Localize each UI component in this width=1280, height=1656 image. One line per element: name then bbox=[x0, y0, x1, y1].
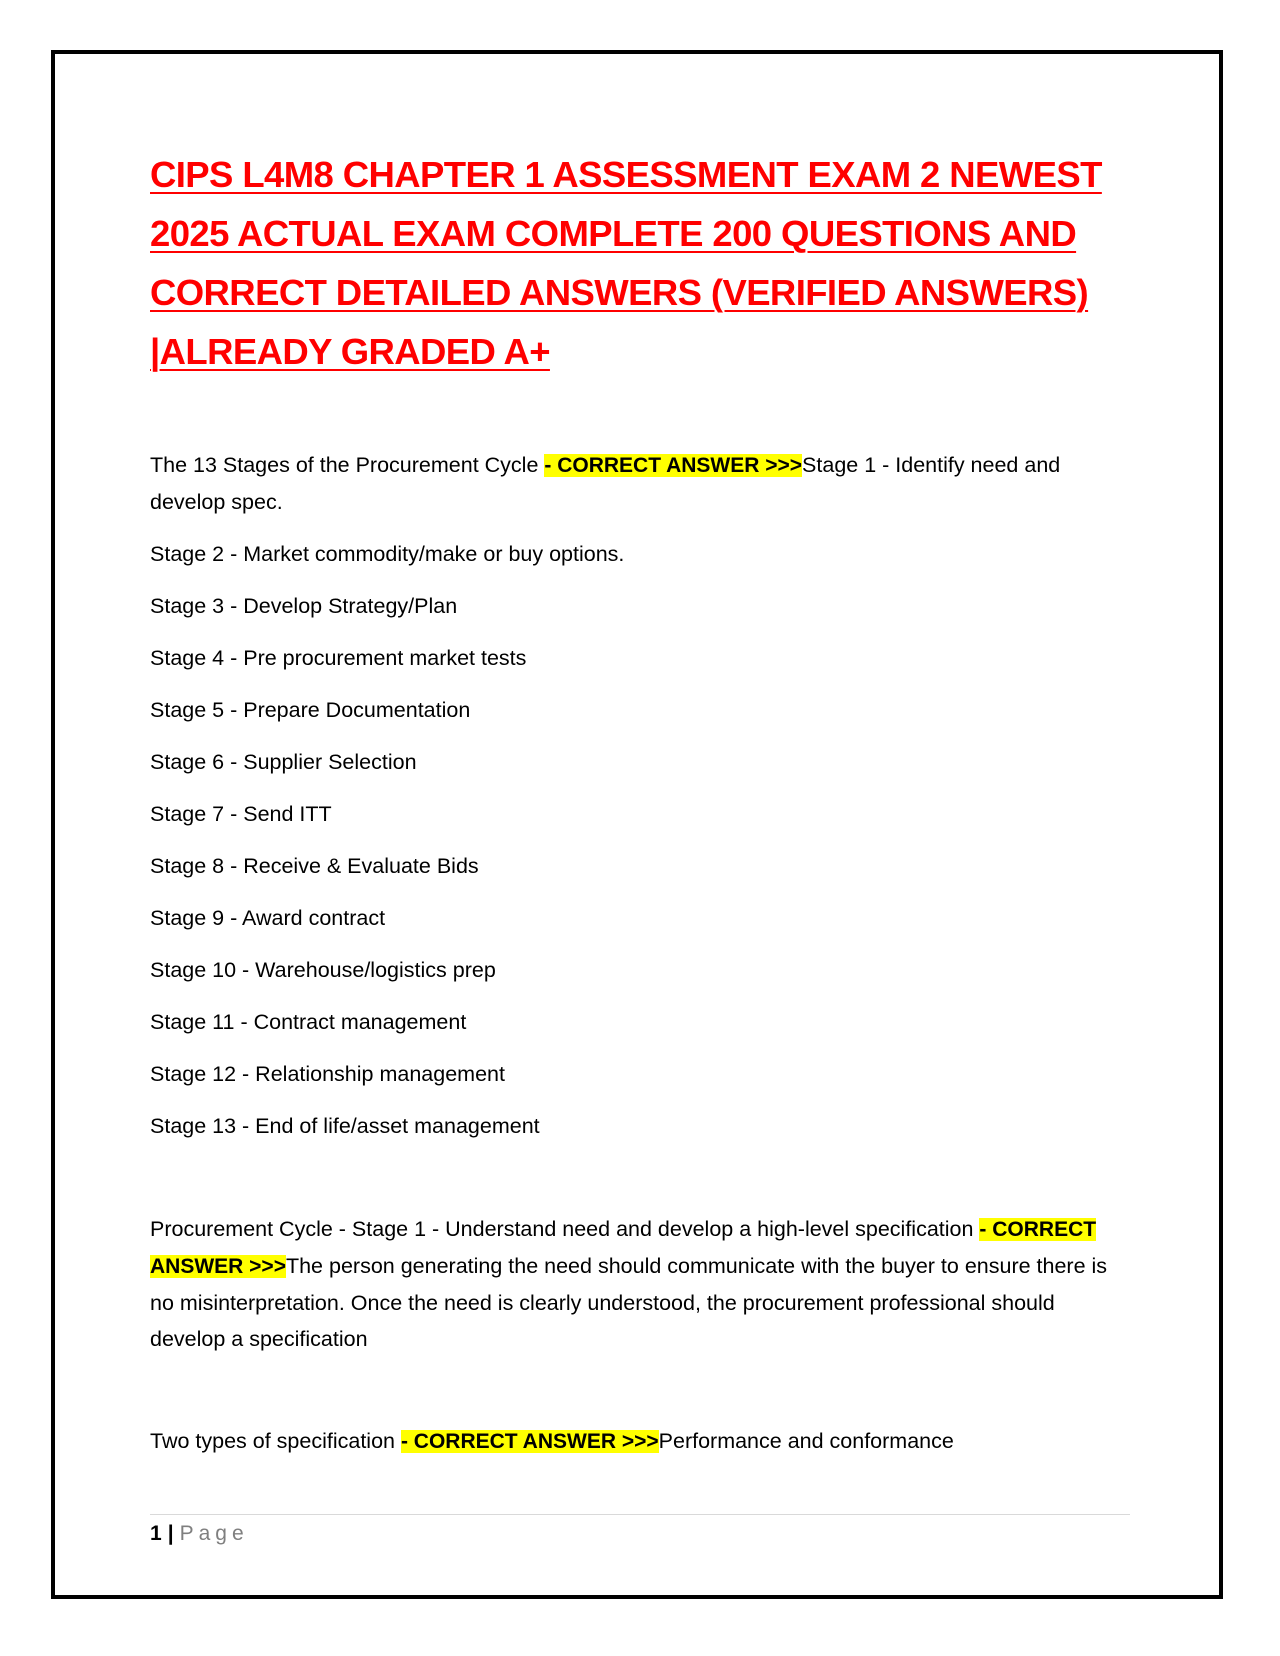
page-label: Page bbox=[179, 1522, 249, 1545]
stage-item: Stage 5 - Prepare Documentation bbox=[150, 698, 471, 722]
stage-item: Stage 10 - Warehouse/logistics prep bbox=[150, 958, 496, 982]
title-line: |ALREADY GRADED A+ bbox=[150, 331, 550, 372]
stage-item: Stage 11 - Contract management bbox=[150, 1010, 467, 1034]
qa-item-stage-1 bbox=[150, 1211, 1130, 1357]
document-title bbox=[150, 145, 1130, 381]
stage-item: Stage 6 - Supplier Selection bbox=[150, 750, 417, 774]
question-text: The 13 Stages of the Procurement Cycle bbox=[150, 453, 545, 477]
title-line: CIPS L4M8 CHAPTER 1 ASSESSMENT EXAM 2 NEWEST bbox=[150, 154, 1102, 195]
qa-item-procurement-stages bbox=[150, 447, 1130, 520]
correct-answer-marker: - CORRECT ANSWER >>> bbox=[150, 1218, 1097, 1278]
question-text: Two types of specification bbox=[150, 1429, 401, 1453]
page-footer bbox=[150, 1520, 249, 1548]
footer-divider bbox=[150, 1514, 1130, 1515]
stage-item: Stage 12 - Relationship management bbox=[150, 1062, 505, 1086]
stage-item: Stage 3 - Develop Strategy/Plan bbox=[150, 594, 458, 618]
question-text: Procurement Cycle - Stage 1 - Understand need and develop a high-level specification bbox=[150, 1217, 980, 1241]
qa-item-specification-types bbox=[150, 1423, 1130, 1460]
footer-separator: | bbox=[167, 1522, 174, 1545]
correct-answer-marker: - CORRECT ANSWER >>> bbox=[544, 454, 803, 477]
stage-item: Stage 8 - Receive & Evaluate Bids bbox=[150, 854, 479, 878]
answer-text: The person generating the need should communicate with the buyer to ensure there is no misinterpretation. Once the need is clearly understood, the procurement professional should develop a specification bbox=[150, 1254, 1108, 1351]
stage-item: Stage 2 - Market commodity/make or buy options. bbox=[150, 542, 625, 566]
document-content bbox=[150, 145, 1130, 1460]
stage-item: Stage 4 - Pre procurement market tests bbox=[150, 646, 527, 670]
stage-item: Stage 9 - Award contract bbox=[150, 906, 386, 930]
title-line: 2025 ACTUAL EXAM COMPLETE 200 QUESTIONS AND bbox=[150, 213, 1077, 254]
stage-item: Stage 7 - Send ITT bbox=[150, 802, 332, 826]
answer-text: Performance and conformance bbox=[658, 1429, 954, 1453]
title-line: CORRECT DETAILED ANSWERS (VERIFIED ANSWERS) bbox=[150, 272, 1089, 313]
correct-answer-marker: - CORRECT ANSWER >>> bbox=[400, 1430, 659, 1453]
answer-text: Stage 1 - Identify need and develop spec. bbox=[150, 453, 1061, 514]
page-number: 1 bbox=[150, 1522, 162, 1545]
stage-item: Stage 13 - End of life/asset management bbox=[150, 1114, 540, 1138]
